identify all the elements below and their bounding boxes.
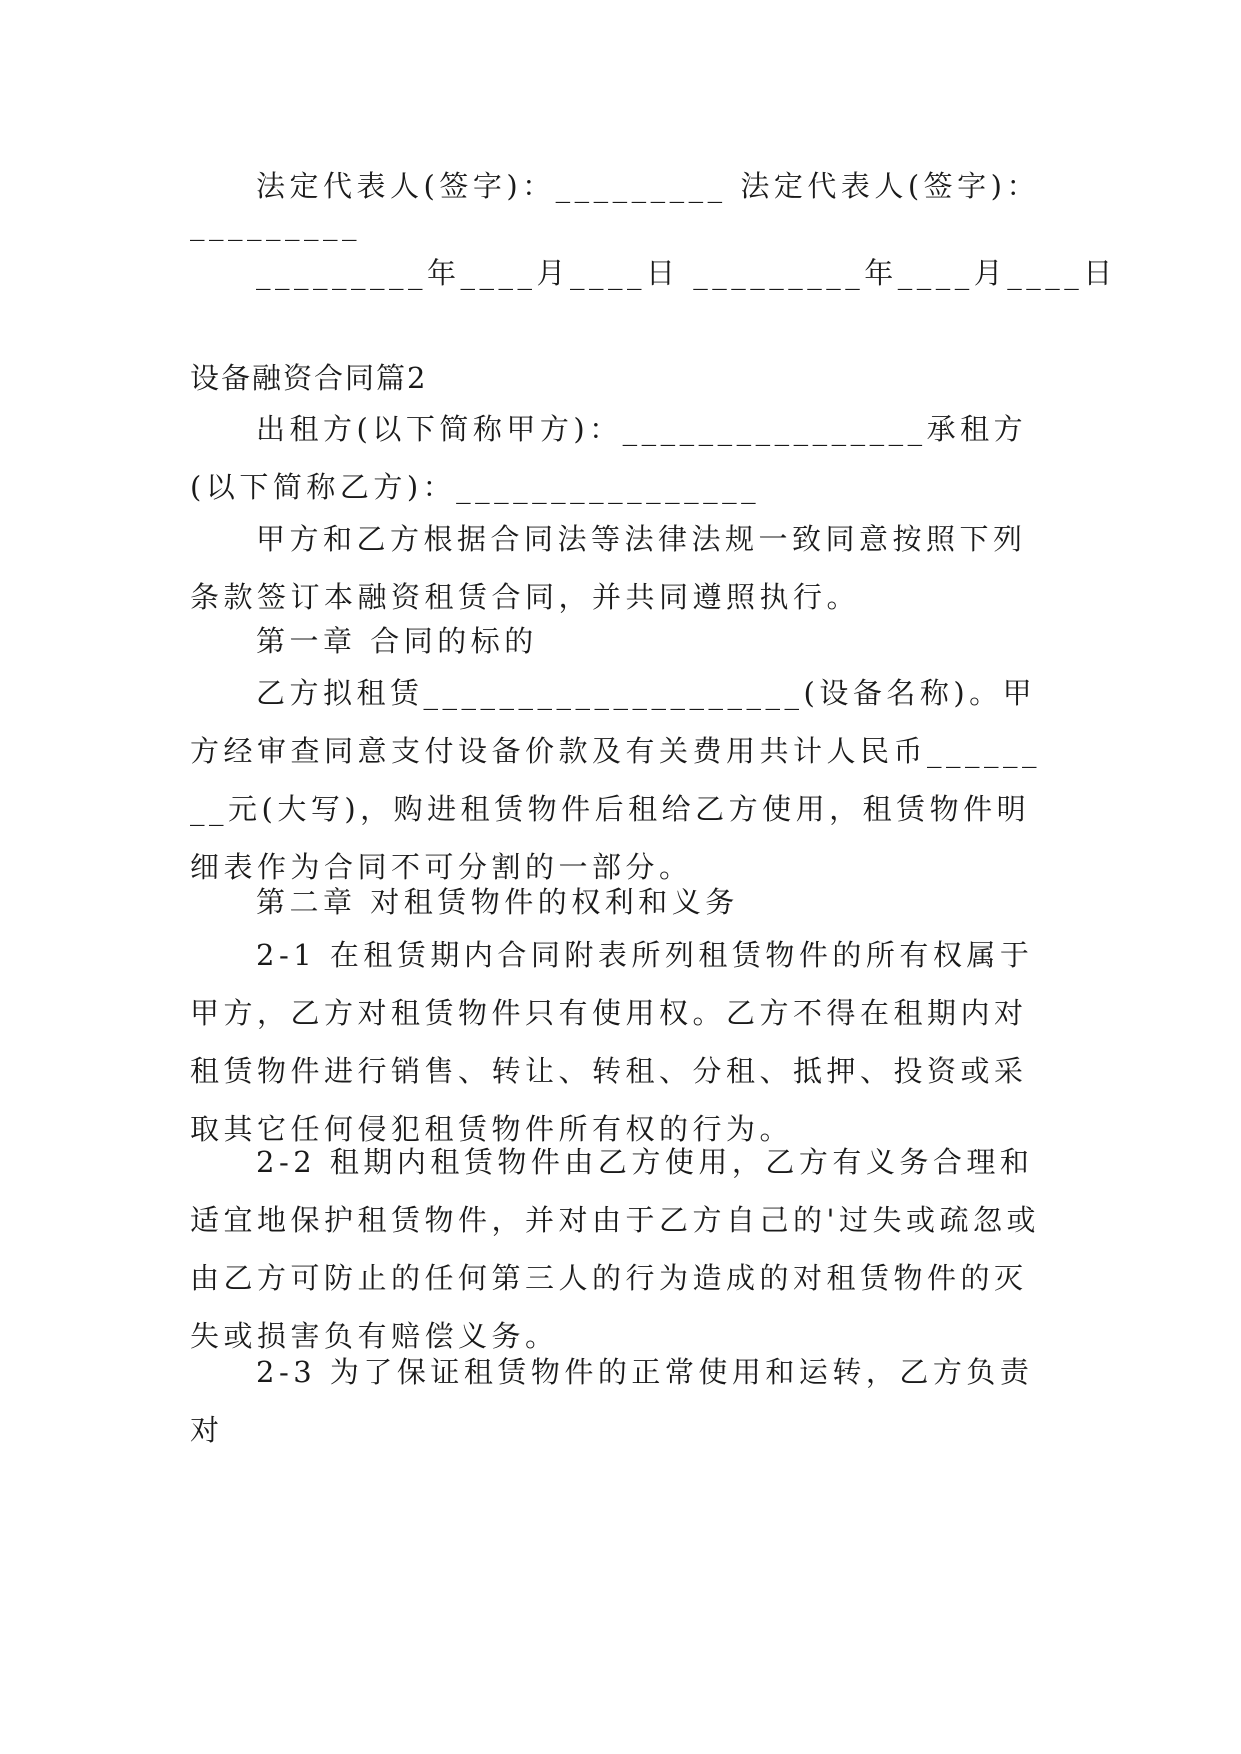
chapter-heading-2 [190, 873, 1052, 931]
signature-line-text: 法定代表人(签字)：_________ 法定代表人(签字)： [256, 169, 1040, 203]
clause-2-2 [190, 1133, 1052, 1365]
clause-2-3 [190, 1343, 1052, 1459]
paragraph-text: 甲方和乙方根据合同法等法律法规一致同意按照下列条款签订本融资租赁合同，并共同遵照执行。 [190, 522, 1027, 614]
paragraph-text: 第一章 合同的标的 [256, 624, 538, 658]
signature-date-line [190, 244, 1117, 302]
paragraph-text: 2-1 在租赁期内合同附表所列租赁物件的所有权属于甲方，乙方对租赁物件只有使用权。乙方不得在租期内对租赁物件进行销售、转让、转租、分租、抵押、投资或采取其它任何侵犯租赁物件所有权的行为。 [190, 938, 1034, 1146]
signature-date-text: _________年____月____日 _________年____月____日 [256, 256, 1117, 290]
signature-blank-text: _________ [190, 207, 361, 241]
paragraph-preamble [190, 510, 1052, 626]
paragraph-text: 2-2 租期内租赁物件由乙方使用，乙方有义务合理和适宜地保护租赁物件，并对由于乙方自己的'过失或疏忽或由乙方可防止的任何第三人的行为造成的对租赁物件的灭失或损害负有赔偿义务。 [190, 1145, 1040, 1353]
paragraph-parties [190, 400, 1052, 516]
chapter-heading-1 [190, 612, 1052, 670]
paragraph-text: 乙方拟租赁____________________(设备名称)。甲方经审查同意支付设备价款及有关费用共计人民币________元(大写)，购进租赁物件后租给乙方使用，租赁物件明细表作为合同不可分割的一部分。 [190, 676, 1042, 884]
paragraph-text: 第二章 对租赁物件的权利和义务 [256, 885, 739, 919]
clause-2-1 [190, 926, 1052, 1158]
section-title: 设备融资合同篇2 [190, 361, 428, 395]
paragraph-subject [190, 664, 1052, 896]
paragraph-text: 2-3 为了保证租赁物件的正常使用和运转，乙方负责对 [190, 1355, 1034, 1447]
paragraph-text: 出租方(以下简称甲方)：________________承租方(以下简称乙方)：________________ [190, 412, 1028, 504]
